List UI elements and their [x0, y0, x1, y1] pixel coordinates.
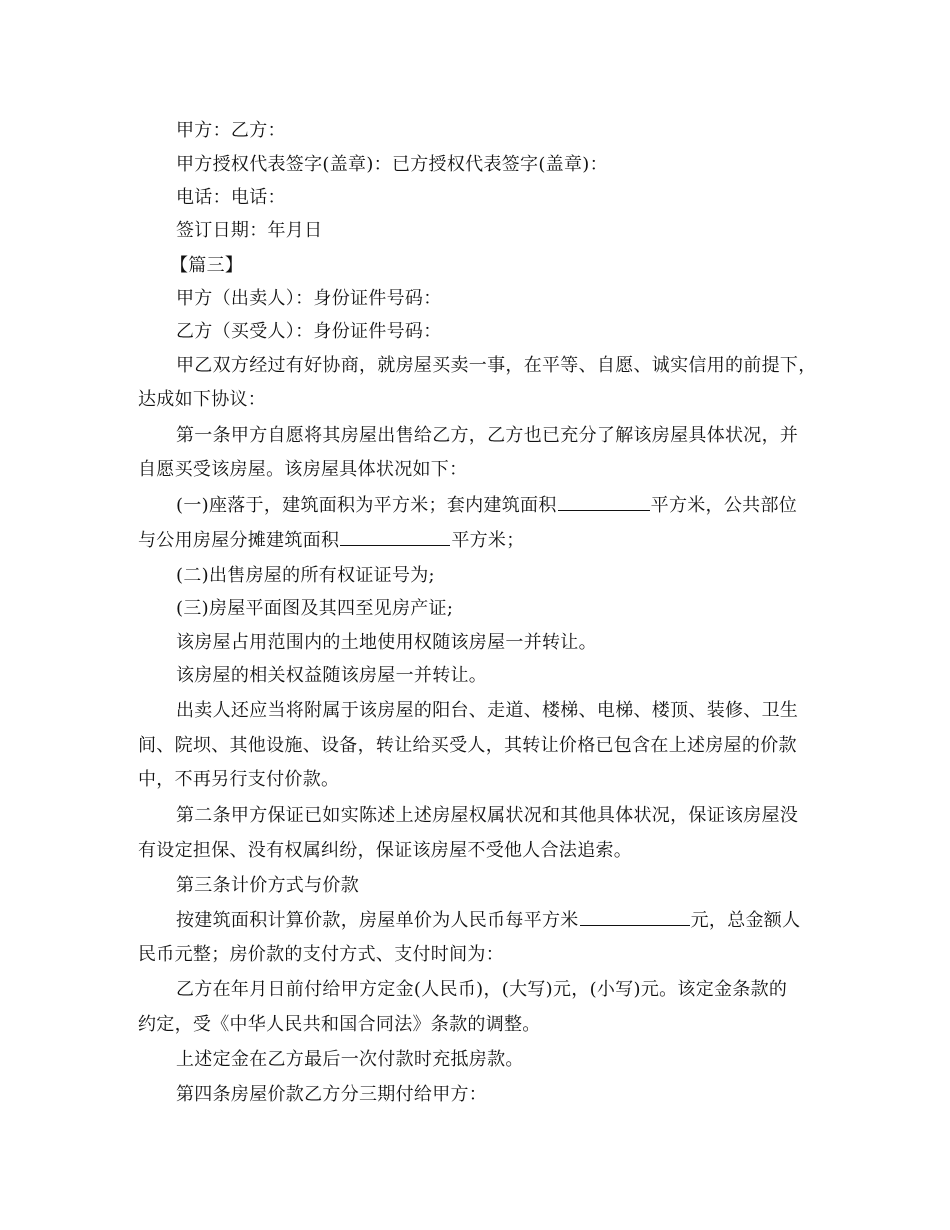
fill-in-blank [558, 494, 650, 511]
buyer-line: 乙方（买受人）：身份证件号码： [176, 321, 442, 342]
item-one-line [176, 494, 797, 517]
seller-line: 甲方（出卖人）：身份证件号码： [176, 288, 442, 309]
party-line: 甲方：乙方： [176, 120, 286, 141]
rights-line: 该房屋的相关权益随该房屋一并转让。 [176, 665, 488, 686]
article-four-line: 第四条房屋价款乙方分三期付给甲方： [176, 1084, 488, 1105]
price-text: 按建筑面积计算价款，房屋单价为人民币每平方米 [176, 910, 579, 931]
deposit-line: 乙方在年月日前付给甲方定金(人民币)，(大写)元，(小写)元。该定金条款的 [176, 979, 788, 1000]
fill-in-blank [340, 529, 450, 546]
shared-area-text: 与公用房屋分摊建筑面积 [138, 530, 340, 551]
phone-line: 电话：电话： [176, 187, 286, 208]
item-one-tail: 平方米，公共部位 [650, 495, 798, 516]
paragraph-line: 达成如下协议： [138, 389, 267, 410]
fill-in-blank [580, 909, 690, 926]
item-two-line: (二)出售房屋的所有权证证号为; [176, 565, 435, 586]
signature-line: 甲方授权代表签字(盖章)：已方授权代表签字(盖章)： [176, 154, 608, 175]
sign-date-line: 签订日期：年月日 [176, 220, 323, 241]
article-two-line: 第二条甲方保证已如实陈述上述房屋权属状况和其他具体状况，保证该房屋没 [176, 805, 799, 826]
shared-area-tail: 平方米； [451, 530, 525, 551]
paragraph-line: 民币元整；房价款的支付方式、支付时间为： [138, 944, 504, 965]
paragraph-line: 中，不再另行支付价款。 [138, 769, 340, 790]
paragraph-line: 间、院坝、其他设施、设备，转让给买受人，其转让价格已包含在上述房屋的价款 [138, 735, 797, 756]
article-one-line: 第一条甲方自愿将其房屋出售给乙方，乙方也已充分了解该房屋具体状况，并 [176, 425, 799, 446]
item-three-line: (三)房屋平面图及其四至见房产证; [176, 598, 454, 619]
section-heading: 【篇三】 [170, 255, 244, 276]
paragraph-line: 自愿买受该房屋。该房屋具体状况如下： [138, 459, 468, 480]
item-one-text: (一)座落于，建筑面积为平方米；套内建筑面积 [176, 495, 557, 516]
paragraph-line: 有设定担保、没有权属纠纷，保证该房屋不受他人合法追索。 [138, 840, 633, 861]
paragraph-line: 出卖人还应当将附属于该房屋的阳台、走道、楼梯、电梯、楼顶、装修、卫生 [176, 700, 799, 721]
paragraph-line: 甲乙双方经过有好协商，就房屋买卖一事，在平等、自愿、诚实信用的前提下， [176, 355, 817, 376]
deposit-offset-line: 上述定金在乙方最后一次付款时充抵房款。 [176, 1049, 524, 1070]
price-line [176, 909, 800, 932]
price-tail: 元，总金额人 [690, 910, 801, 931]
article-three-heading: 第三条计价方式与价款 [176, 875, 359, 896]
paragraph-line: 约定，受《中华人民共和国合同法》条款的调整。 [138, 1014, 541, 1035]
paragraph-line [138, 529, 525, 552]
land-use-line: 该房屋占用范围内的土地使用权随该房屋一并转让。 [176, 632, 597, 653]
